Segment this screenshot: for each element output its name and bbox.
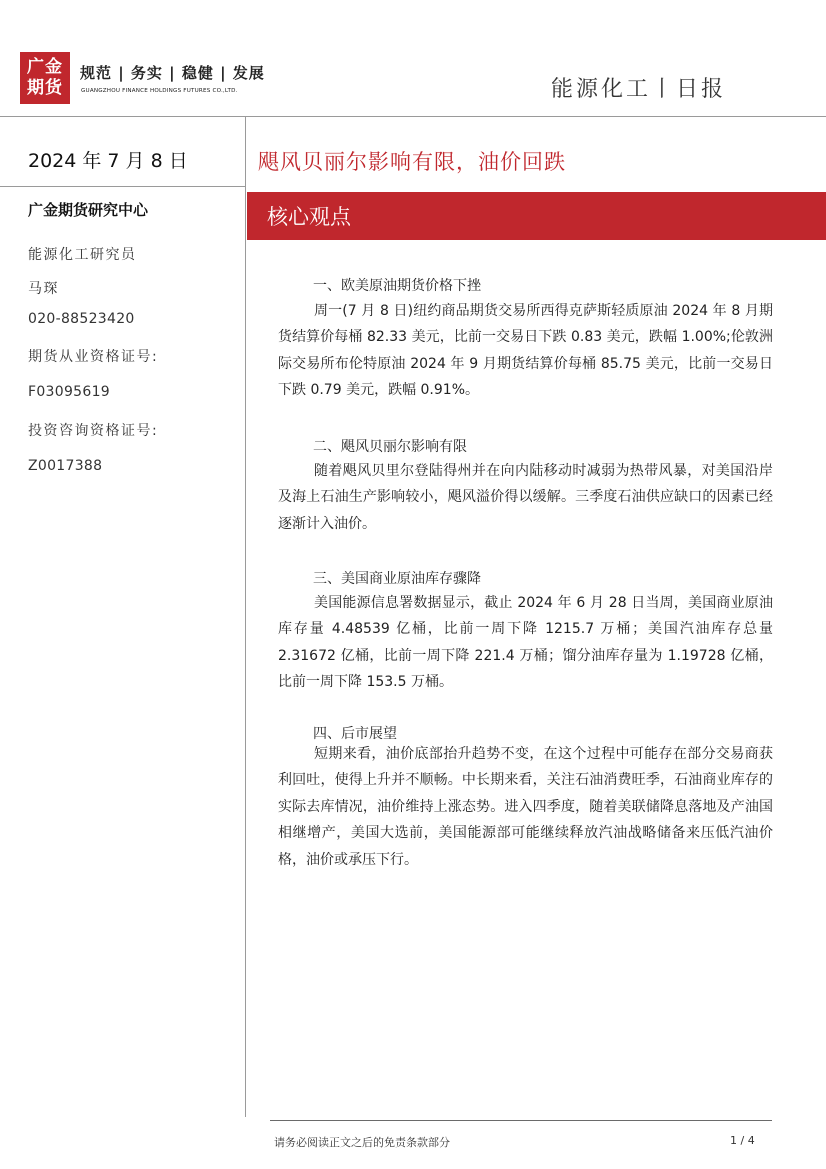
company-english-name: GUANGZHOU FINANCE HOLDINGS FUTURES CO.,LTD. — [81, 88, 238, 94]
report-title: 飓风贝丽尔影响有限，油价回跌 — [258, 150, 566, 174]
consulting-license-number: Z0017388 — [28, 458, 103, 474]
section-body: 周一(7 月 8 日)纽约商品期货交易所西得克萨斯轻质原油 2024 年 8 月期货结算价每桶 82.33 美元，比前一交易日下跌 0.83 美元，跌幅 1.00%;伦敦洲际交易所布伦特原油 2024 年 9 月期货结算价每桶 85.75 美元，比前一交易日下跌 0.79 美元，跌幅 0.91%。 — [278, 303, 773, 399]
logo-text-line2: 期货 — [27, 78, 63, 98]
report-date: 2024 年 7 月 8 日 — [28, 150, 188, 172]
consulting-license-label: 投资咨询资格证号: — [28, 423, 159, 439]
company-logo — [20, 52, 70, 104]
section-heading: 一、欧美原油期货价格下挫 — [313, 278, 481, 294]
logo-text-line1: 广金 — [27, 57, 63, 77]
research-center: 广金期货研究中心 — [28, 201, 149, 219]
sidebar-divider — [0, 186, 246, 187]
analyst-phone: 020-88523420 — [28, 311, 135, 327]
section-body: 美国能源信息署数据显示，截止 2024 年 6 月 28 日当周，美国商业原油库存量 4.48539 亿桶，比前一周下降 1215.7 万桶；美国汽油库存总量 2.31672 亿桶，比前一周下降 221.4 万桶；馏分油库存量为 1.19728 亿桶，比前一周下降 153.5 万桶。 — [278, 595, 773, 691]
futures-license-label: 期货从业资格证号: — [28, 349, 159, 365]
footer-divider — [270, 1120, 772, 1121]
company-slogan: 规范 | 务实 | 稳健 | 发展 — [80, 64, 265, 82]
analyst-name: 马琛 — [28, 281, 59, 297]
page-number: 1 / 4 — [730, 1134, 755, 1147]
section-body: 随着飓风贝里尔登陆得州并在向内陆移动时减弱为热带风暴，对美国沿岸及海上石油生产影响较小，飓风溢价得以缓解。三季度石油供应缺口的因素已经逐渐计入油价。 — [278, 463, 773, 532]
section-body: 短期来看，油价底部抬升趋势不变，在这个过程中可能存在部分交易商获利回吐，使得上升并不顺畅。中长期来看，关注石油消费旺季，石油商业库存的实际去库情况，油价维持上涨态势。进入四季度，随着美联储降息落地及产油国相继增产，美国大选前，美国能源部可能继续释放汽油战略储备来压低汽油价格，油价或承压下行。 — [278, 746, 773, 868]
section-heading: 二、飓风贝丽尔影响有限 — [313, 439, 467, 455]
disclaimer-note: 请务必阅读正文之后的免责条款部分 — [274, 1136, 450, 1149]
section-heading: 四、后市展望 — [313, 726, 397, 742]
sidebar — [0, 117, 246, 1117]
futures-license-number: F03095619 — [28, 384, 111, 400]
section-heading: 三、美国商业原油库存骤降 — [313, 571, 481, 587]
report-type: 能源化工丨日报 — [550, 77, 726, 102]
core-view-label: 核心观点 — [267, 205, 351, 229]
core-view-banner — [247, 192, 826, 240]
analyst-title: 能源化工研究员 — [28, 247, 137, 263]
